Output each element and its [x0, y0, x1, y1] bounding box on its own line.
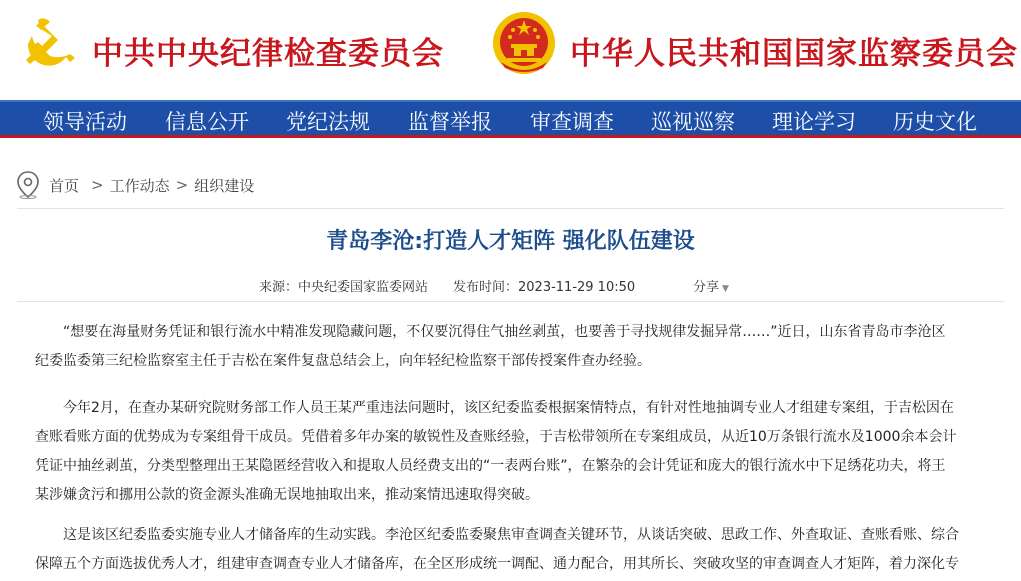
- nav-item-inspection[interactable]: 巡视巡察: [651, 110, 735, 134]
- site-header: [0, 0, 1021, 100]
- share-dropdown-icon: ▼: [722, 284, 729, 294]
- breadcrumb-separator: >: [91, 176, 104, 194]
- meta-divider: [17, 301, 1004, 302]
- party-emblem-icon: [18, 14, 76, 72]
- breadcrumb-home[interactable]: 首页: [49, 176, 80, 195]
- paragraph-line: 今年2月，在查办某研究院财务部工作人员王某严重违法问题时，该区纪委监委根据案情特点，有针对性地抽调专业人才组建专案组，于吉松因在: [63, 400, 954, 416]
- paragraph-line: 纪委监委第三纪检监察室主任于吉松在案件复盘总结会上，向年轻纪检监察干部传授案件查办经验。: [35, 353, 651, 369]
- nav-item-history[interactable]: 历史文化: [893, 110, 977, 134]
- paragraph-line: 保障五个方面选拔优秀人才，组建审查调查专业人才储备库，在全区形成统一调配、通力配合，用其所长、突破攻坚的审查调查人才矩阵，着力深化专: [35, 556, 959, 572]
- share-button[interactable]: [693, 276, 729, 295]
- breadcrumb-org-building[interactable]: 组织建设: [194, 176, 255, 195]
- article-paragraph-1: [35, 318, 990, 376]
- article-source: 来源：中央纪委国家监委网站: [259, 280, 429, 295]
- paragraph-line: “想要在海量财务凭证和银行流水中精准发现隐藏问题，不仅要沉得住气抽丝剥茧，也要善于寻找规律发掘异常……”近日，山东省青岛市李沧区: [63, 324, 946, 340]
- nav-item-investigation[interactable]: 审查调查: [530, 110, 614, 134]
- breadcrumb-work-news[interactable]: 工作动态: [109, 176, 170, 195]
- paragraph-line: 某涉嫌贪污和挪用公款的资金源头准确无误地抽取出来，推动案情迅速取得突破。: [35, 487, 539, 503]
- org-title-nsc: 中华人民共和国国家监察委员会: [570, 36, 1018, 72]
- breadcrumb-separator: >: [175, 176, 189, 194]
- article-title: 青岛李沧:打造人才矩阵 强化队伍建设: [326, 229, 695, 254]
- breadcrumb: [17, 170, 260, 200]
- breadcrumb-divider: [17, 208, 1004, 209]
- national-emblem-icon: [491, 10, 557, 76]
- nav-item-leadership[interactable]: 领导活动: [43, 110, 127, 134]
- main-nav: [0, 100, 1021, 138]
- nav-item-info-disclosure[interactable]: 信息公开: [165, 110, 249, 134]
- nav-item-regulations[interactable]: 党纪法规: [286, 110, 370, 134]
- nav-item-theory[interactable]: 理论学习: [772, 110, 856, 134]
- paragraph-line: 凭证中抽丝剥茧，分类型整理出王某隐匿经营收入和提取人员经费支出的“一表两台账”，在繁杂的会计凭证和庞大的银行流水中下足绣花功夫，将王: [35, 458, 946, 474]
- article-publish-time: 发布时间：2023-11-29 10:50: [453, 280, 636, 295]
- paragraph-line: 这是该区纪委监委实施专业人才储备库的生动实践。李沧区纪委监委聚焦审查调查关键环节，从谈话突破、思政工作、外查取证、查账看账、综合: [63, 527, 959, 543]
- nav-item-report[interactable]: 监督举报: [408, 110, 492, 134]
- article-paragraph-2: [35, 394, 990, 510]
- article-paragraph-3: [35, 521, 990, 579]
- org-title-ccdi: 中共中央纪律检查委员会: [92, 36, 444, 72]
- share-label: 分享: [693, 280, 720, 295]
- location-pin-icon: [17, 171, 39, 199]
- paragraph-line: 查账看账方面的优势成为专案组骨干成员。凭借着多年办案的敏锐性及查账经验，于吉松带领所在专案组成员，从近10万条银行流水及1000余本会计: [35, 429, 957, 445]
